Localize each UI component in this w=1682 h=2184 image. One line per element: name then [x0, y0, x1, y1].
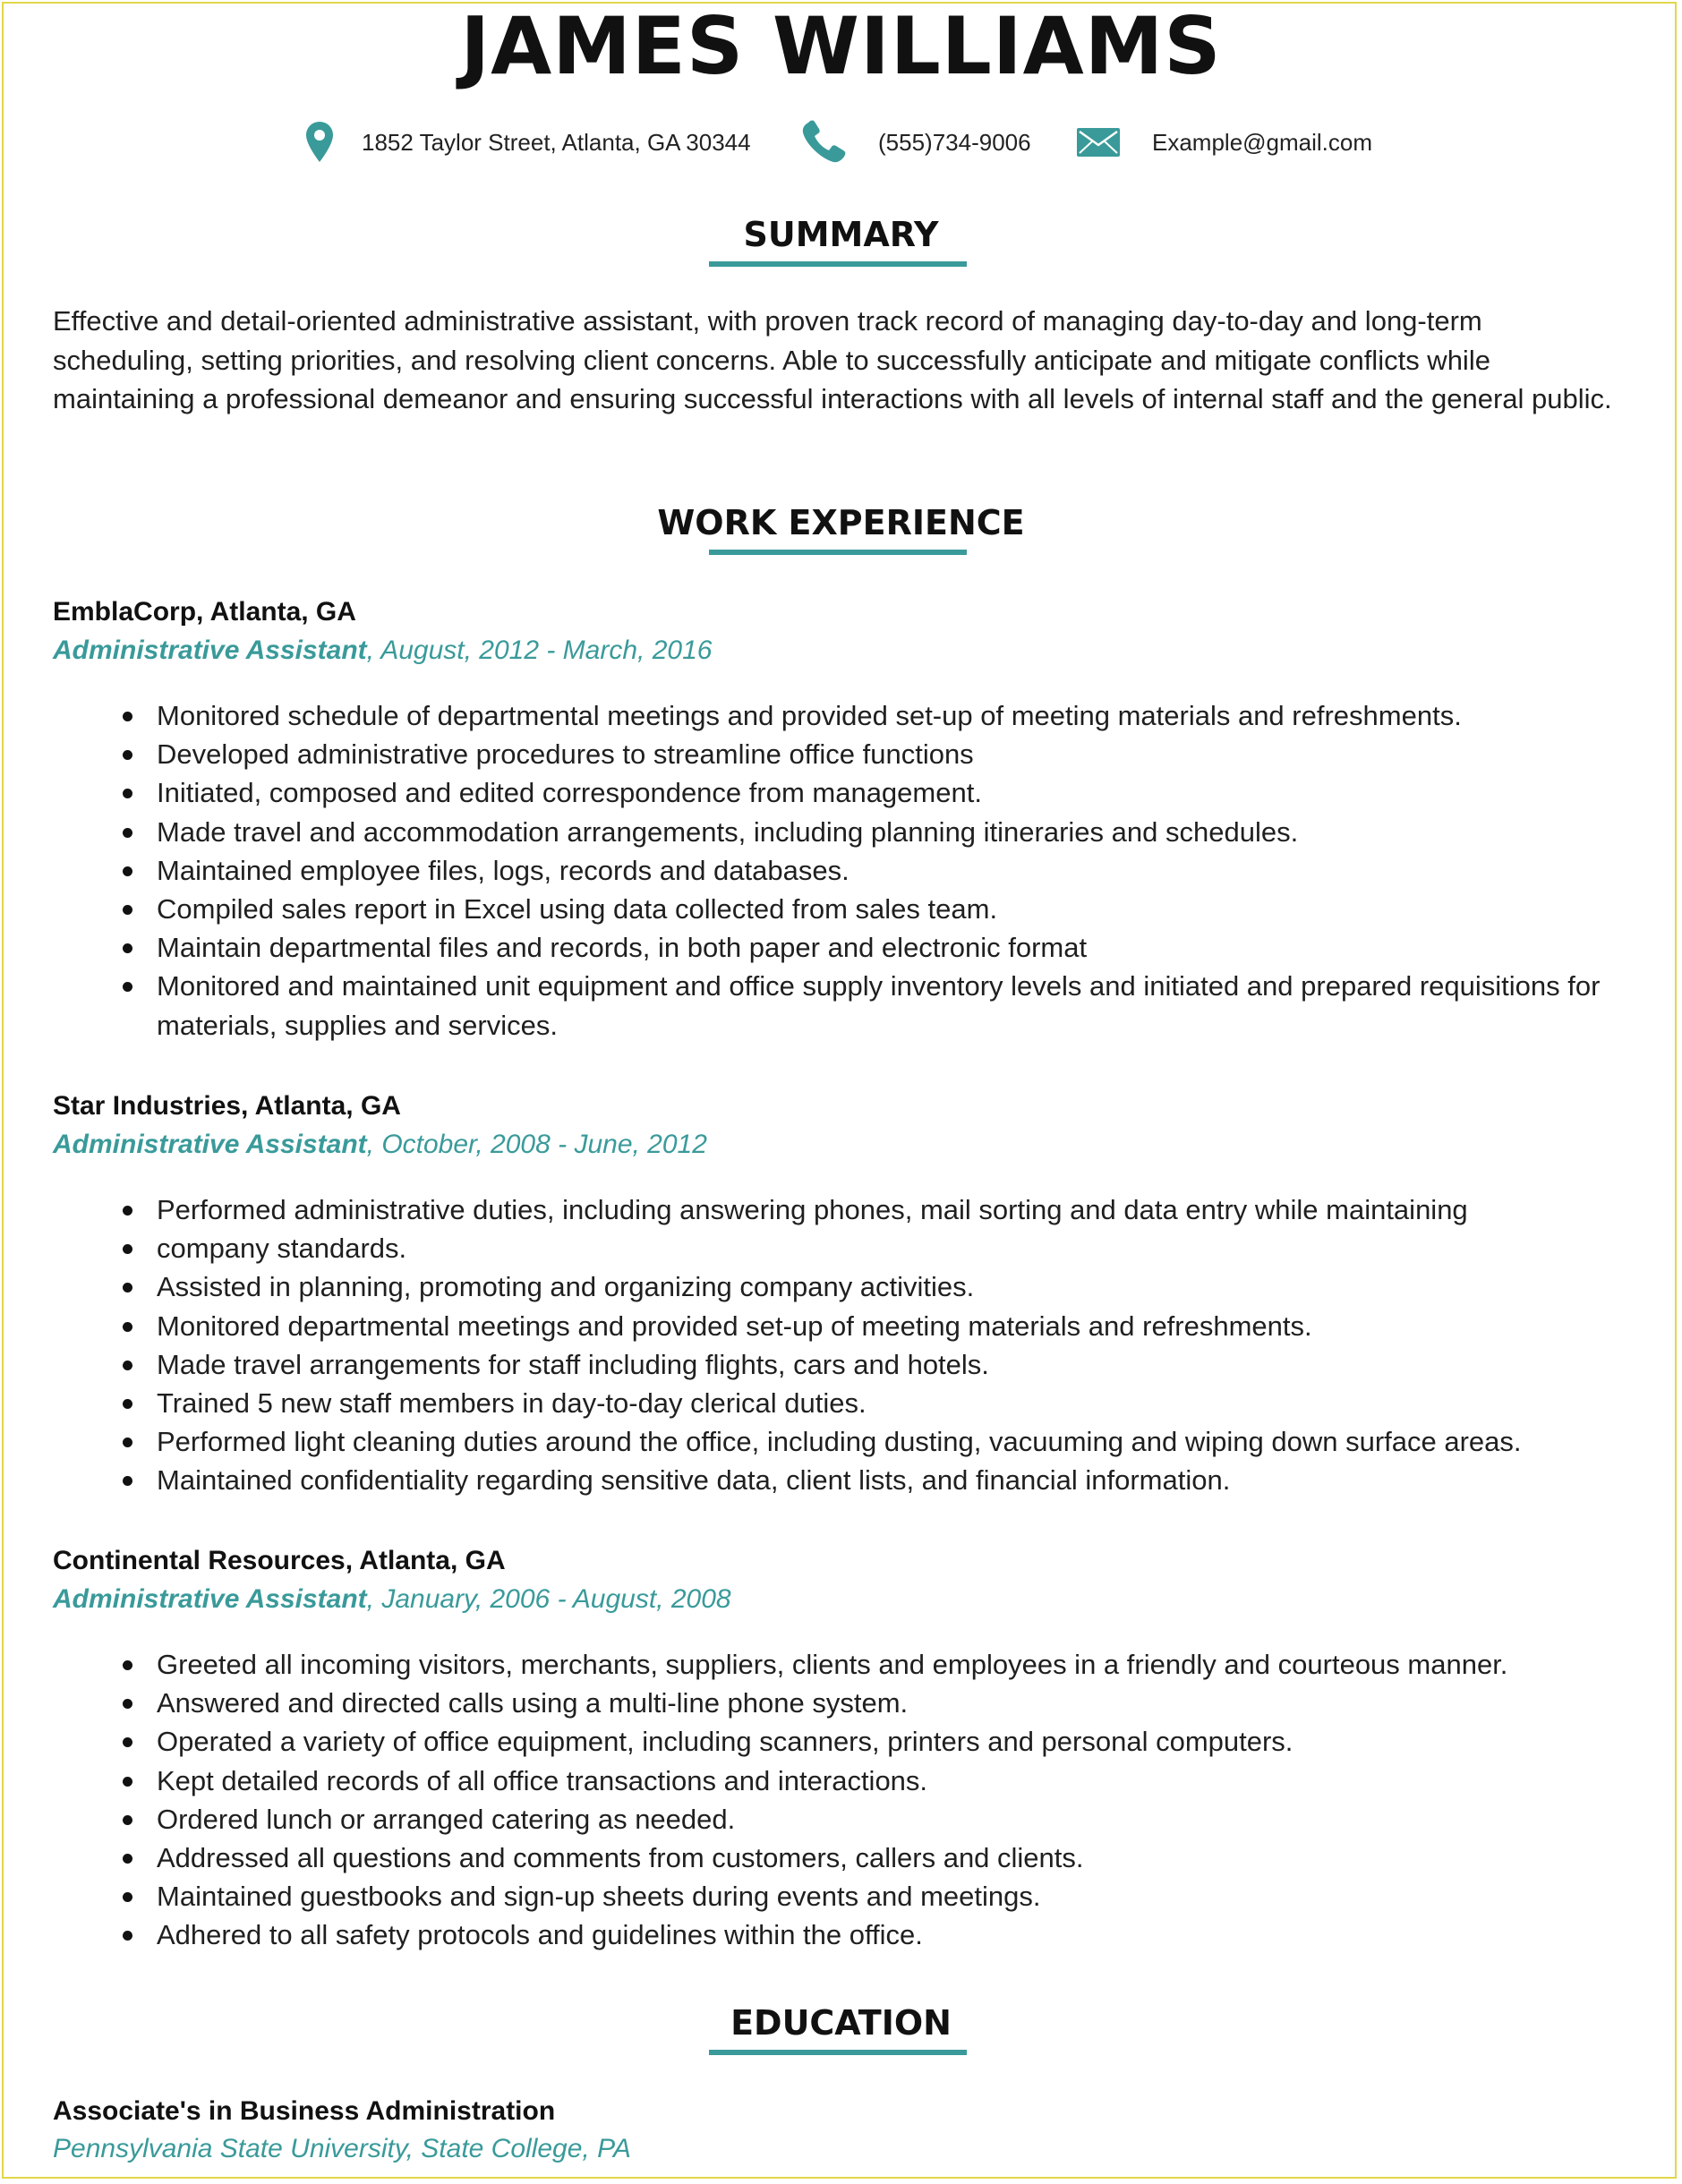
list-item: Monitored schedule of departmental meetings and provided set-up of meeting materials and refreshments.	[53, 696, 1637, 735]
job-role	[53, 1581, 1637, 1618]
list-item: Operated a variety of office equipment, including scanners, printers and personal computers.	[53, 1722, 1637, 1761]
list-item: Initiated, composed and edited correspondence from management.	[53, 773, 1637, 812]
contact-email	[1077, 111, 1372, 174]
education-degree: Associate's in Business Administration	[53, 2096, 556, 2126]
location-pin-icon	[304, 121, 335, 164]
work-experience-rule	[709, 550, 967, 555]
bullet-dot	[123, 1699, 132, 1709]
list-item: Maintained employee files, logs, records and databases.	[53, 851, 1637, 890]
job-company: EmblaCorp, Atlanta, GA	[53, 597, 356, 627]
bullet-dot	[123, 1660, 132, 1670]
list-item: Assisted in planning, promoting and organizing company activities.	[53, 1267, 1637, 1306]
email-text: Example@gmail.com	[1152, 128, 1373, 156]
contact-bar	[0, 111, 1682, 174]
list-item: Ordered lunch or arranged catering as needed.	[53, 1800, 1637, 1838]
bullet-dot	[123, 1815, 132, 1825]
bullet-dot	[123, 1892, 132, 1902]
job-duties	[53, 1645, 1637, 1955]
summary-heading: SUMMARY	[743, 215, 939, 254]
list-item: Maintained confidentiality regarding sensitive data, client lists, and financial information.	[53, 1461, 1637, 1499]
job-dates: , October, 2008 - June, 2012	[366, 1130, 707, 1159]
job-role	[53, 632, 1637, 670]
bullet-dot	[123, 1361, 132, 1370]
list-item: Monitored and maintained unit equipment and office supply inventory levels and initiated and prepared requisitions for materials, supplies and services.	[53, 967, 1637, 1044]
bullet-dot	[123, 1476, 132, 1486]
bullet-dot	[123, 1283, 132, 1292]
bullet-dot	[123, 1737, 132, 1747]
list-item: Adhered to all safety protocols and guidelines within the office.	[53, 1915, 1637, 1954]
job-entry	[53, 1541, 1637, 1955]
list-item: Developed administrative procedures to streamline office functions	[53, 735, 1637, 773]
bullet-dot	[123, 1931, 132, 1941]
bullet-dot	[123, 982, 132, 992]
list-item: Performed light cleaning duties around the office, including dusting, vacuuming and wiping down surface areas.	[53, 1422, 1637, 1461]
bullet-dot	[123, 1399, 132, 1409]
contact-address	[304, 111, 751, 174]
job-title: Administrative Assistant	[53, 1130, 367, 1159]
job-role	[53, 1126, 1637, 1164]
candidate-name: JAMES WILLIAMS	[460, 0, 1222, 92]
bullet-dot	[123, 789, 132, 798]
education-heading: EDUCATION	[730, 2003, 952, 2043]
bullet-dot	[123, 905, 132, 915]
list-item: Compiled sales report in Excel using data collected from sales team.	[53, 890, 1637, 928]
summary-text: Effective and detail-oriented administrative assistant, with proven track record of managing day-to-day and long-term scheduling, setting priorities, and resolving client concerns. Able to successfully anticipate and mitigate conflicts while maintaining a professional demeanor and ensuring successful interactions with all levels of internal staff and the general public.	[53, 305, 1612, 414]
bullet-dot	[123, 1244, 132, 1254]
bullet-dot	[123, 828, 132, 838]
education-rule	[709, 2050, 967, 2055]
list-item: Answered and directed calls using a multi-line phone system.	[53, 1684, 1637, 1722]
phone-text: (555)734-9006	[878, 128, 1031, 156]
bullet-dot	[123, 1438, 132, 1447]
list-item: Monitored departmental meetings and provided set-up of meeting materials and refreshments.	[53, 1307, 1637, 1345]
list-item: Trained 5 new staff members in day-to-day clerical duties.	[53, 1384, 1637, 1422]
work-experience-heading: WORK EXPERIENCE	[657, 503, 1025, 542]
job-duties	[53, 1190, 1637, 1500]
list-item: Addressed all questions and comments from customers, callers and clients.	[53, 1838, 1637, 1877]
job-entry	[53, 593, 1637, 1045]
bullet-dot	[123, 1777, 132, 1787]
bullet-dot	[123, 1854, 132, 1864]
list-item: company standards.	[53, 1229, 1637, 1267]
list-item: Maintain departmental files and records, in both paper and electronic format	[53, 928, 1637, 967]
bullet-dot	[123, 1322, 132, 1332]
job-dates: , August, 2012 - March, 2016	[366, 636, 713, 665]
list-item: Maintained guestbooks and sign-up sheets during events and meetings.	[53, 1877, 1637, 1915]
list-item: Made travel arrangements for staff including flights, cars and hotels.	[53, 1345, 1637, 1384]
list-item: Performed administrative duties, including answering phones, mail sorting and data entry while maintaining	[53, 1190, 1637, 1229]
job-entry	[53, 1087, 1637, 1500]
job-duties	[53, 696, 1637, 1045]
list-item: Greeted all incoming visitors, merchants, suppliers, clients and employees in a friendly and courteous manner.	[53, 1645, 1637, 1684]
bullet-dot	[123, 1206, 132, 1216]
list-item: Kept detailed records of all office transactions and interactions.	[53, 1762, 1637, 1800]
education-school: Pennsylvania State University, State College, PA	[53, 2134, 631, 2163]
bullet-dot	[123, 750, 132, 760]
job-company: Star Industries, Atlanta, GA	[53, 1091, 401, 1121]
job-dates: , January, 2006 - August, 2008	[366, 1584, 731, 1614]
bullet-dot	[123, 866, 132, 876]
bullet-dot	[123, 943, 132, 953]
education-entry	[53, 2093, 1575, 2168]
summary-rule	[709, 261, 967, 267]
job-title: Administrative Assistant	[53, 1584, 367, 1614]
phone-icon	[799, 119, 850, 166]
list-item: Made travel and accommodation arrangements, including planning itineraries and schedules.	[53, 813, 1637, 851]
job-company: Continental Resources, Atlanta, GA	[53, 1546, 506, 1575]
bullet-dot	[123, 712, 132, 721]
job-title: Administrative Assistant	[53, 636, 367, 665]
envelope-icon	[1077, 128, 1120, 157]
address-text: 1852 Taylor Street, Atlanta, GA 30344	[362, 128, 751, 156]
contact-phone	[799, 111, 1031, 174]
